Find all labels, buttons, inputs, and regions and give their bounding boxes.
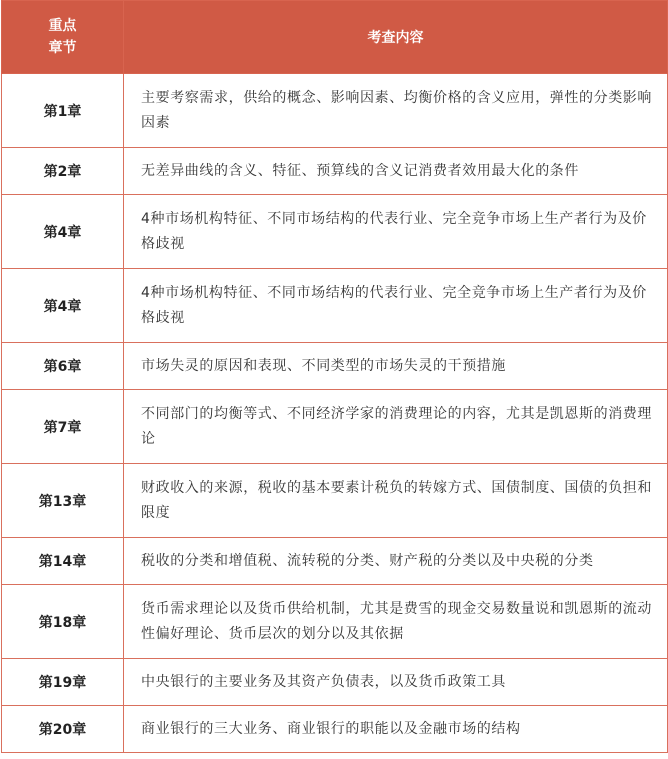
chapter-cell: 第20章: [2, 706, 124, 753]
table-row: [2, 269, 668, 343]
table-row: [2, 659, 668, 706]
table-row: [2, 706, 668, 753]
chapter-cell: 第18章: [2, 585, 124, 659]
header-chapter: [2, 1, 124, 74]
chapter-cell: 第13章: [2, 464, 124, 538]
header-row: [2, 1, 668, 74]
chapter-cell: 第6章: [2, 343, 124, 390]
content-cell: 财政收入的来源，税收的基本要素计税负的转嫁方式、国债制度、国债的负担和限度: [124, 464, 668, 538]
exam-topics-table: [1, 0, 668, 753]
chapter-cell: 第7章: [2, 390, 124, 464]
table-row: [2, 343, 668, 390]
header-chapter-line1: 重点: [48, 18, 77, 34]
table-row: [2, 390, 668, 464]
content-cell: 无差异曲线的含义、特征、预算线的含义记消费者效用最大化的条件: [124, 148, 668, 195]
content-cell: 中央银行的主要业务及其资产负债表，以及货币政策工具: [124, 659, 668, 706]
chapter-cell: 第4章: [2, 269, 124, 343]
content-cell: 货币需求理论以及货币供给机制，尤其是费雪的现金交易数量说和凯恩斯的流动性偏好理论、货币层次的划分以及其依据: [124, 585, 668, 659]
content-cell: 4种市场机构特征、不同市场结构的代表行业、完全竞争市场上生产者行为及价格歧视: [124, 195, 668, 269]
content-cell: 市场失灵的原因和表现、不同类型的市场失灵的干预措施: [124, 343, 668, 390]
chapter-cell: 第4章: [2, 195, 124, 269]
header-content: 考查内容: [124, 1, 668, 74]
content-cell: 不同部门的均衡等式、不同经济学家的消费理论的内容，尤其是凯恩斯的消费理论: [124, 390, 668, 464]
content-cell: 商业银行的三大业务、商业银行的职能以及金融市场的结构: [124, 706, 668, 753]
chapter-cell: 第19章: [2, 659, 124, 706]
content-cell: 4种市场机构特征、不同市场结构的代表行业、完全竞争市场上生产者行为及价格歧视: [124, 269, 668, 343]
header-chapter-line2: 章节: [48, 40, 77, 56]
table-row: [2, 585, 668, 659]
chapter-cell: 第2章: [2, 148, 124, 195]
table-row: [2, 148, 668, 195]
chapter-cell: 第1章: [2, 74, 124, 148]
table-row: [2, 195, 668, 269]
table-row: [2, 538, 668, 585]
chapter-cell: 第14章: [2, 538, 124, 585]
table-row: [2, 74, 668, 148]
content-cell: 主要考察需求，供给的概念、影响因素、均衡价格的含义应用，弹性的分类影响因素: [124, 74, 668, 148]
table-row: [2, 464, 668, 538]
content-cell: 税收的分类和增值税、流转税的分类、财产税的分类以及中央税的分类: [124, 538, 668, 585]
